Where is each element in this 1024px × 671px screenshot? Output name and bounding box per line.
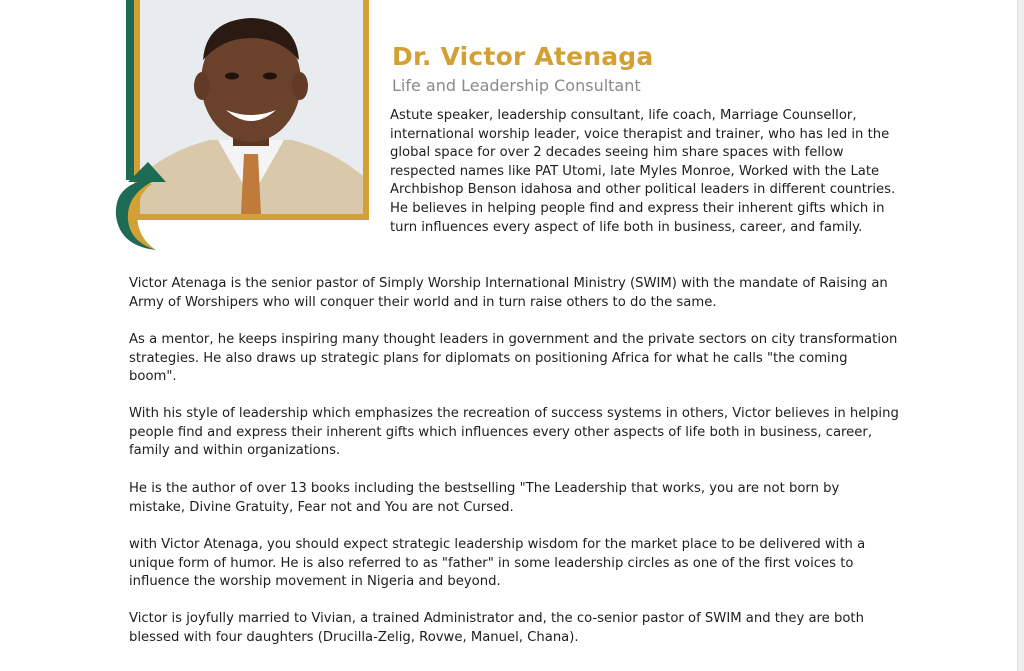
curved-arrow-icon — [108, 160, 168, 252]
portrait-photo — [134, 0, 369, 220]
profile-title: Life and Leadership Consultant — [392, 76, 641, 95]
page-edge — [1017, 0, 1024, 671]
bio-paragraph-family: Victor is joyfully married to Vivian, a trained Administrator and, the co-senior pastor of SWIM and they are both blessed with four daughters (Drucilla-Zelig, Rovwe, Manuel, Chana). — [129, 611, 864, 645]
profile-intro: Astute speaker, leadership consultant, life coach, Marriage Counsellor, international worship leader, voice therapist and trainer, who has led in the global space for over 2 decades seeing him share spaces with fellow respected names like PAT Utomi, late Myles Monroe, Worked with the Late Archbishop Benson idahosa and other political leaders in different countries. He believes in helping people find and express their inherent gifts which in turn influences every aspect of life both in business, career, and family. — [390, 108, 896, 235]
bio-paragraph-ministry: Victor Atenaga is the senior pastor of Simply Worship International Ministry (SWIM) with the mandate of Raising an Army of Worshipers who will conquer their world and in turn raise others to do the same. — [129, 276, 888, 310]
profile-name: Dr. Victor Atenaga — [392, 42, 654, 71]
bio-paragraph-mentor: As a mentor, he keeps inspiring many thought leaders in government and the private sectors on city transformation strategies. He also draws up strategic plans for diplomats on positioning Africa for what he calls "the coming boom". — [129, 332, 898, 385]
bio-paragraph-expectations: with Victor Atenaga, you should expect strategic leadership wisdom for the market place to be delivered with a unique form of humor. He is also referred to as "father" in some leadership circles as one of the first voices to influence the worship movement in Nigeria and beyond. — [129, 537, 866, 590]
bio-paragraph-leadership-style: With his style of leadership which emphasizes the recreation of success systems in others, Victor believes in helping people find and express their inherent gifts which influences every other aspects of life both in business, career, family and within organizations. — [129, 406, 899, 459]
bio-paragraph-books: He is the author of over 13 books including the bestselling "The Leadership that works, you are not born by mistake, Divine Gratuity, Fear not and You are not Cursed. — [129, 481, 840, 515]
green-accent-bar — [126, 0, 134, 180]
